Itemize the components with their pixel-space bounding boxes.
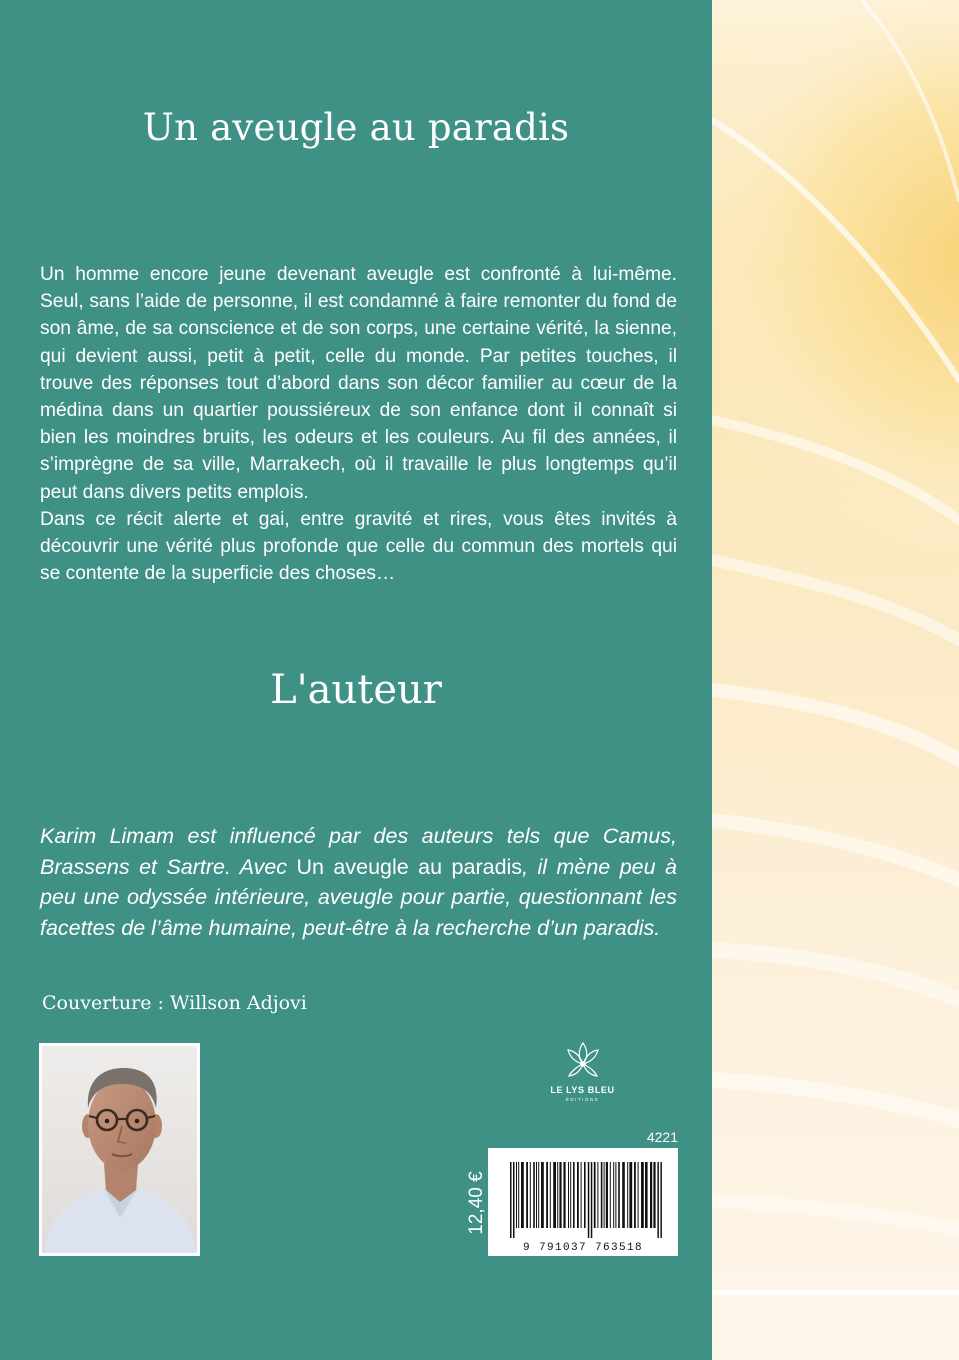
author-heading: L'auteur [270,667,442,713]
barcode-bar [518,1162,519,1228]
barcode-bar [573,1162,575,1228]
front-cover-edge [712,0,959,1360]
cover-credit: Couverture : Willson Adjovi [42,992,307,1014]
barcode-bar [588,1162,590,1238]
reference-number: 4221 [646,1129,678,1145]
barcode-bar [568,1162,569,1228]
barcode-bar [536,1162,537,1228]
barcode-bar [622,1162,625,1228]
barcode-bar [610,1162,611,1228]
barcode-bar [538,1162,539,1228]
barcode [488,1148,678,1256]
barcode-bar [563,1162,565,1228]
barcode-bar [634,1162,636,1228]
bio-part-1: Karim Limam est influencé par des auteurs tels que Camus, Brassens et Sartre. Avec [40,824,677,879]
barcode-bar [604,1162,605,1228]
barcode-bar [618,1162,620,1228]
barcode-bar [597,1162,598,1228]
book-title: Un aveugle au paradis [142,106,570,149]
barcode-bar [559,1162,561,1228]
publisher-subtitle: ÉDITIONS [565,1097,600,1102]
barcode-bar [653,1162,655,1228]
summary-paragraph-2: Dans ce récit alerte et gai, entre gravité et rires, vous êtes invités à découvrir une vérité plus profonde que celle du commun des mortels qui se contente de la superficie des choses… [40,508,677,585]
barcode-bar [581,1162,582,1228]
barcode-bar [516,1162,517,1228]
publisher-name: LE LYS BLEU [550,1085,615,1095]
barcode-bar [557,1162,558,1228]
barcode-bar [510,1162,512,1238]
barcode-bar [521,1162,524,1228]
author-photo [39,1043,200,1256]
barcode-bar [638,1162,639,1228]
barcode-bar [591,1162,593,1238]
barcode-bar [606,1162,608,1228]
barcode-bar [541,1162,544,1228]
barcode-bar [533,1162,535,1228]
barcode-bar [584,1162,586,1228]
barcode-bar [546,1162,548,1228]
summary-text [40,261,677,587]
barcode-bar [594,1162,596,1228]
barcode-bar [615,1162,616,1228]
barcode-bar [530,1162,531,1228]
author-bio [40,821,677,943]
barcode-bar [629,1162,632,1228]
barcode-image [488,1148,678,1256]
barcode-digits: 9 791037 763518 [522,1242,644,1254]
bio-part-2: , il mène peu à peu une odyssée intérieure, aveugle pour partie, questionnant les facettes de l’âme humaine, peut-être à la recherche d’un paradis. [40,854,677,940]
barcode-bar [601,1162,603,1228]
sun-ray-artwork [712,0,959,1360]
lotus-icon [565,1040,601,1078]
summary-paragraph-1: Un homme encore jeune devenant aveugle est confronté à lui-même. Seul, sans l’aide de personne, il est condamné à faire remonter du fond de son âme, de sa conscience et de son corps, une certaine vérité, la sienne, qui devient aussi, petit à petit, celle du monde. Par petites touches, il trouve des réponses tout d’abord dans son décor familier au cœur de la médina dans un quartier poussiéreux de son enfance dont il connaît si bien les moindres bruits, les odeurs et les couleurs. Au fil des années, il s’imprègne de sa ville, Marrakech, où il travaille le plus longtemps qu’il peut dans divers petits emplois. [40,264,677,503]
barcode-bar [550,1162,551,1228]
bio-book-title: Un aveugle au paradis [296,854,523,879]
barcode-bar [570,1162,571,1228]
barcode-bar [641,1162,644,1228]
barcode-bar [553,1162,556,1228]
barcode-bar [660,1162,662,1238]
publisher-logo [545,1040,620,1102]
price-text: 12,40 € [466,1171,487,1235]
barcode-bar [513,1162,515,1238]
barcode-bar [645,1162,648,1228]
barcode-bar [526,1162,528,1228]
barcode-bar [627,1162,628,1228]
barcode-bar [577,1162,579,1228]
barcode-bar [657,1162,659,1238]
barcode-bar [613,1162,614,1228]
barcode-bar [650,1162,652,1228]
author-portrait-image [42,1046,197,1253]
